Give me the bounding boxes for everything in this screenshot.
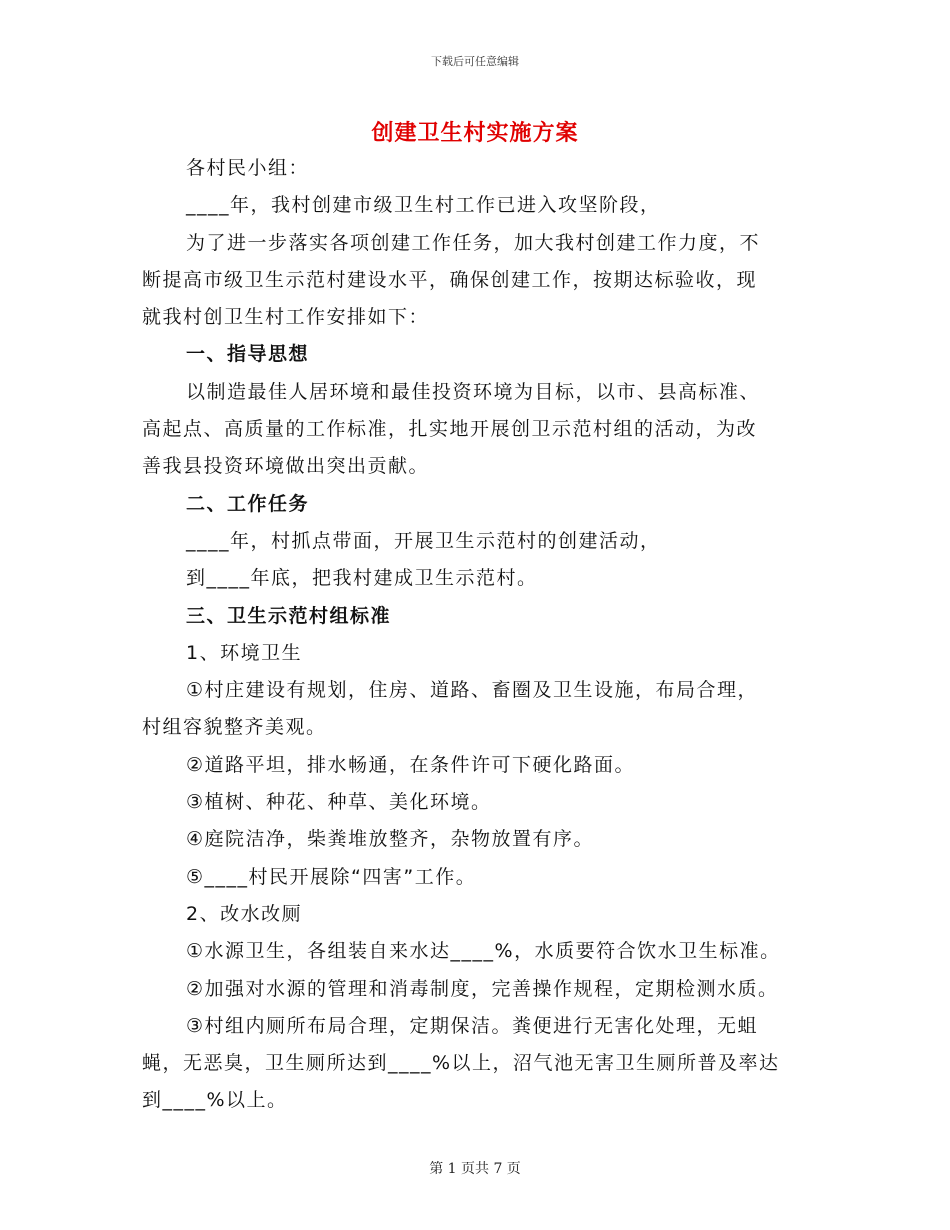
paragraph-line: 断提高市级卫生示范村建设水平，确保创建工作，按期达标验收，现 [142, 268, 758, 291]
section-heading-guiding-ideology: 一、指导思想 [186, 343, 310, 366]
list-item: ⑤____村民开展除“四害”工作。 [186, 865, 477, 888]
paragraph-line: 善我县投资环境做出突出贡献。 [142, 455, 430, 478]
list-item-continuation: 到____%以上。 [142, 1089, 288, 1112]
list-item: ③植树、种花、种草、美化环境。 [186, 791, 492, 814]
list-item: ①村庄建设有规划，住房、道路、畜圈及卫生设施，布局合理， [186, 679, 759, 702]
section-heading-standards: 三、卫生示范村组标准 [186, 604, 392, 627]
section-heading-work-tasks: 二、工作任务 [186, 492, 310, 515]
list-item-continuation: 村组容貌整齐美观。 [142, 716, 327, 739]
subsection-heading-environment: 1、环境卫生 [186, 641, 303, 664]
document-body [142, 150, 822, 1120]
paragraph-line: 到____年底，把我村建成卫生示范村。 [186, 567, 538, 590]
list-item: ①水源卫生，各组装自来水达____%，水质要符合饮水卫生标准。 [186, 940, 781, 963]
paragraph-line: 以制造最佳人居环境和最佳投资环境为目标，以市、县高标准、 [186, 380, 761, 403]
paragraph-line: 就我村创卫生村工作安排如下： [142, 306, 430, 329]
list-item-continuation: 蝇，无恶臭，卫生厕所达到____%以上，沼气池无害卫生厕所普及率达 [142, 1052, 780, 1075]
paragraph-line: 为了进一步落实各项创建工作任务，加大我村创建工作力度，不 [186, 231, 761, 254]
paragraph-line: 高起点、高质量的工作标准，扎实地开展创卫示范村组的活动，为改 [142, 418, 758, 441]
header-note: 下载后可任意编辑 [431, 55, 519, 68]
list-item: ④庭院洁净，柴粪堆放整齐，杂物放置有序。 [186, 828, 595, 851]
list-item: ③村组内厕所布局合理，定期保洁。粪便进行无害化处理，无蛆 [186, 1014, 759, 1037]
page-number: 第 1 页共 7 页 [429, 1161, 521, 1177]
list-item: ②加强对水源的管理和消毒制度，完善操作规程，定期检测水质。 [186, 977, 779, 1000]
document-title: 创建卫生村实施方案 [371, 121, 579, 146]
paragraph-line: ____年，我村创建市级卫生村工作已进入攻坚阶段， [186, 194, 661, 217]
list-item: ②道路平坦，排水畅通，在条件许可下硬化路面。 [186, 753, 636, 776]
salutation: 各村民小组： [186, 157, 310, 179]
paragraph-line: ____年，村抓点带面，开展卫生示范村的创建活动， [186, 529, 661, 552]
subsection-heading-water-toilet: 2、改水改厕 [186, 902, 303, 925]
